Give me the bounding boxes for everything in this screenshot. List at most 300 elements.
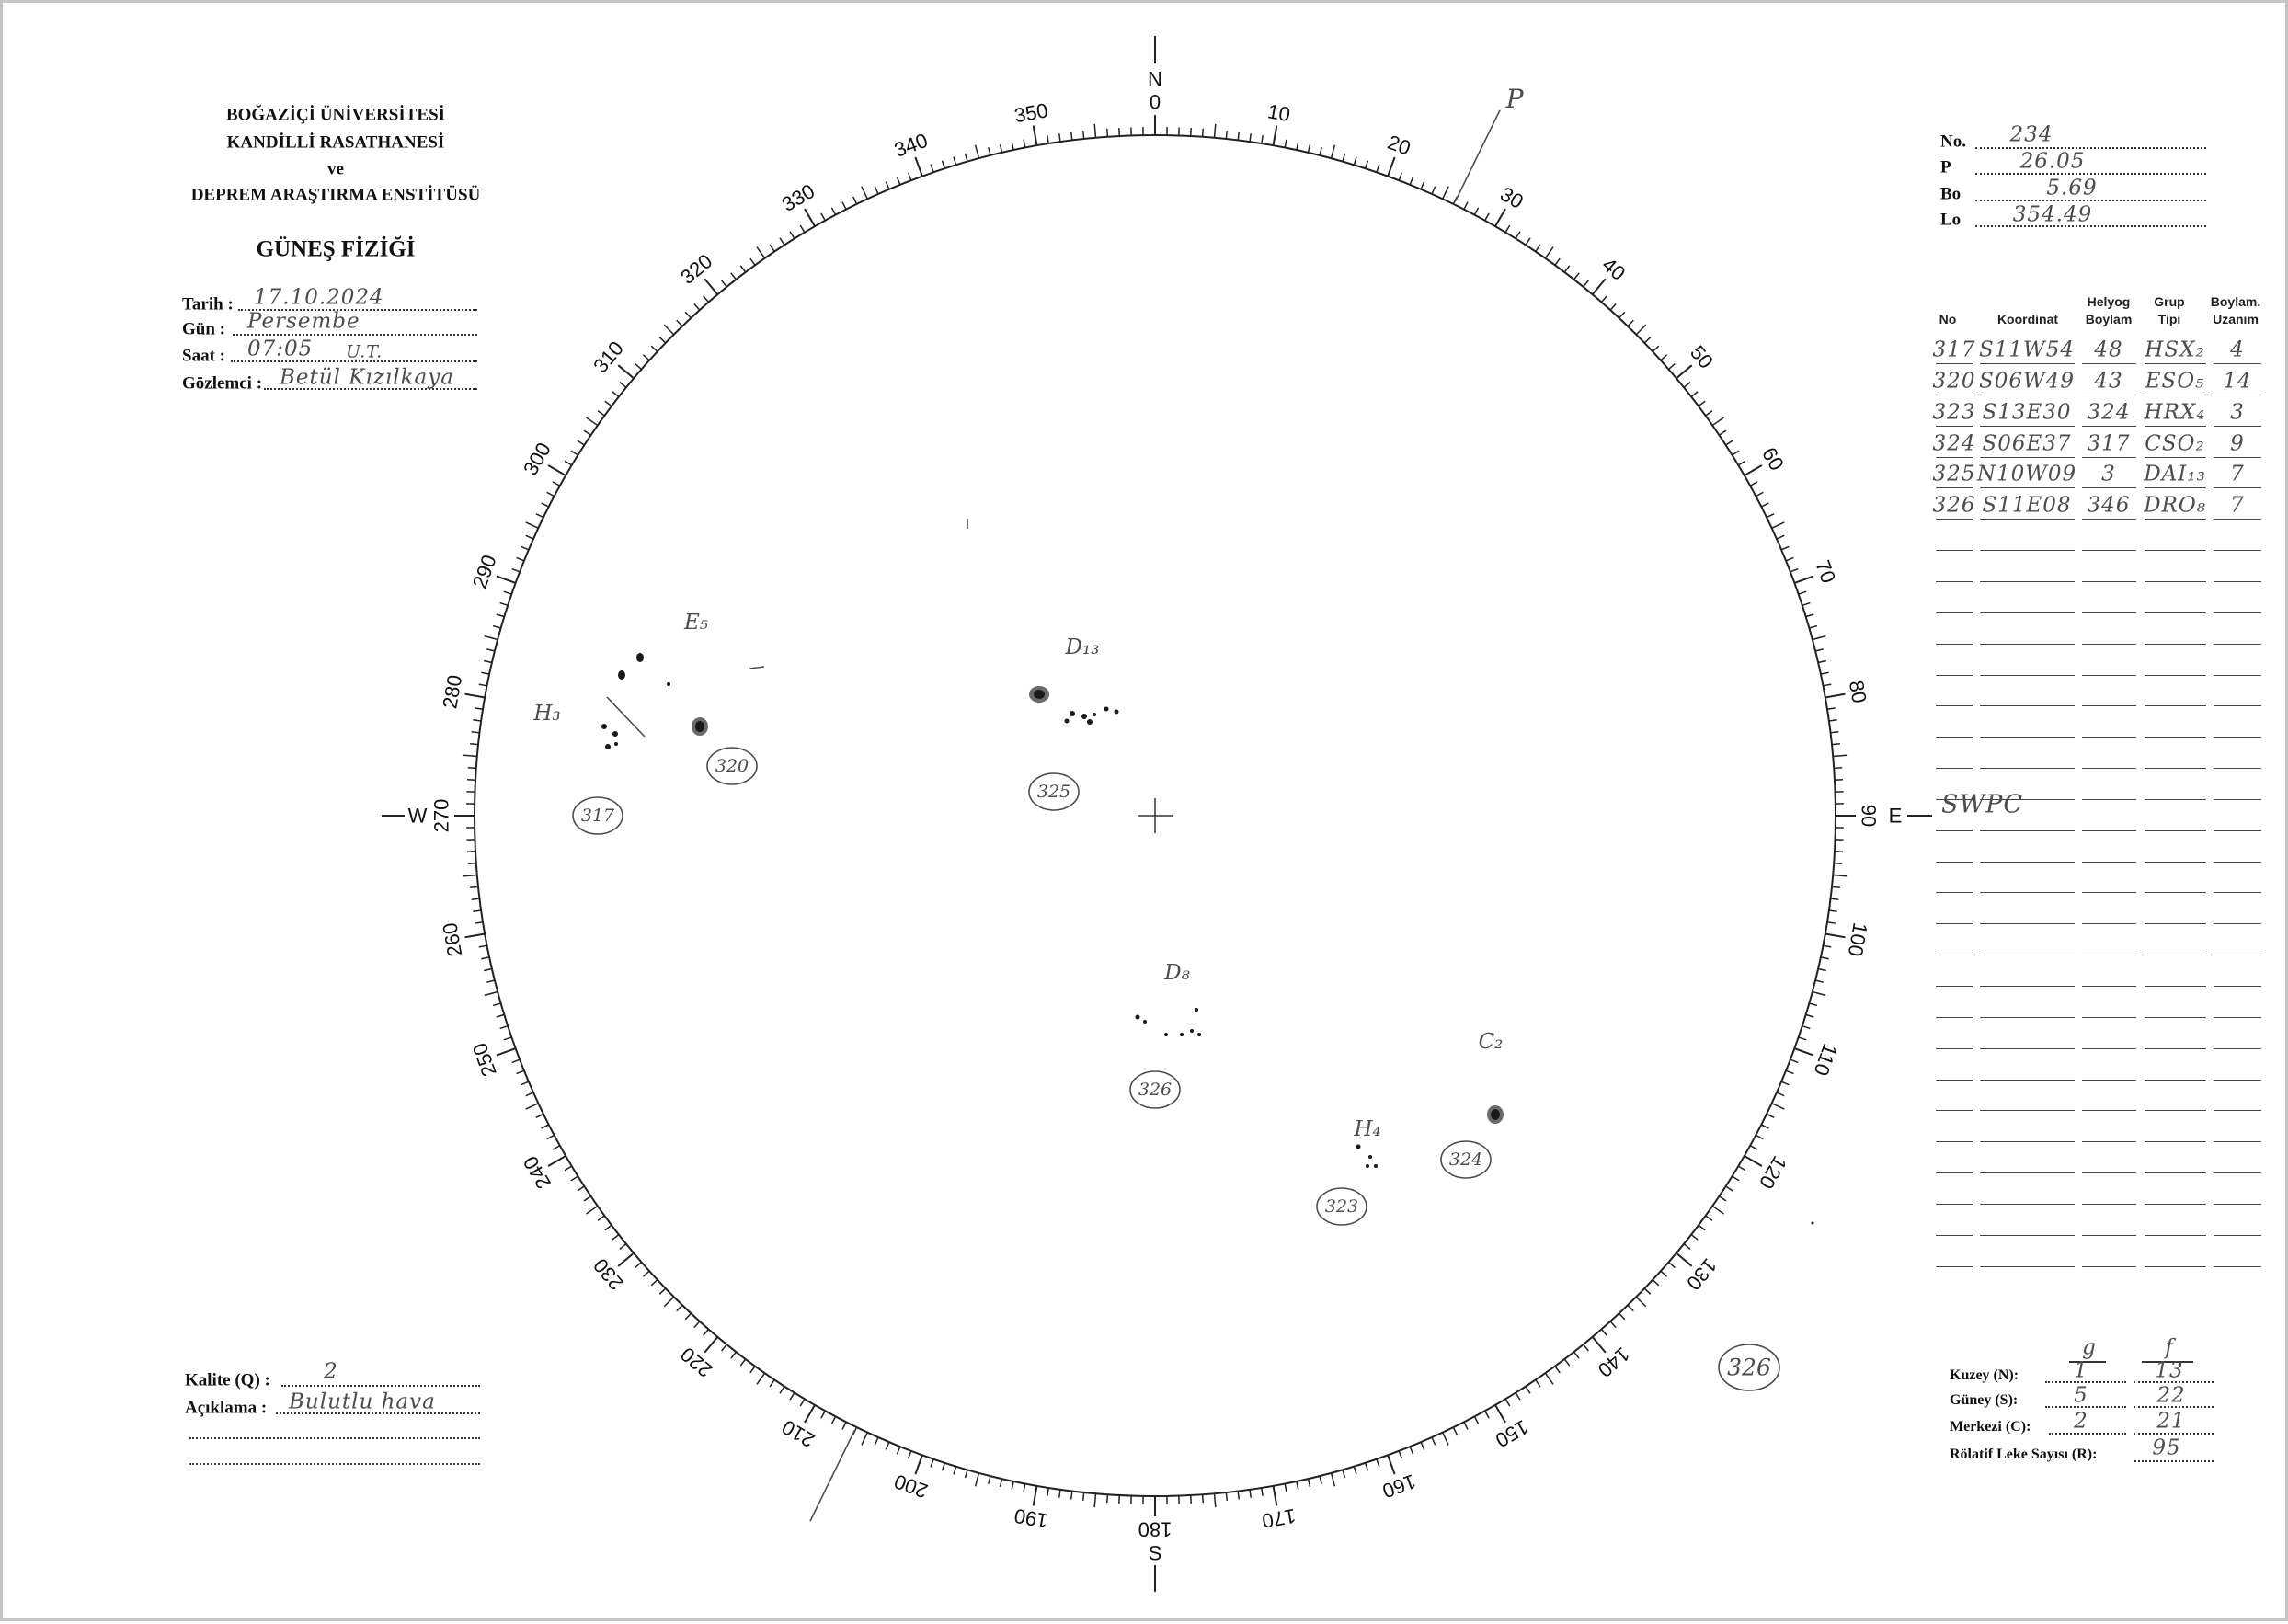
degree-tick (1834, 768, 1842, 769)
degree-tick (1790, 569, 1798, 572)
sunspot-group-324 (1487, 1105, 1504, 1124)
observer-label: Gözlemci : (182, 375, 262, 393)
degree-tick (1619, 312, 1625, 318)
degree-tick (1238, 132, 1239, 141)
degree-tick (659, 337, 665, 343)
degree-tick (465, 933, 486, 937)
degree-tick (790, 232, 795, 239)
degree-tick (1712, 417, 1723, 426)
degree-tick (1628, 1305, 1633, 1310)
degree-tick (1813, 992, 1825, 996)
table-cell-line (1980, 986, 2075, 987)
table-cell-line (2082, 986, 2136, 987)
table-cell-line (2214, 705, 2261, 706)
degree-tick (976, 145, 979, 158)
sunspot (1164, 1033, 1168, 1036)
table-cell-line (1936, 581, 1973, 582)
sunspot (1356, 1145, 1361, 1149)
table-cell-line (2214, 1048, 2261, 1049)
degree-tick (1786, 1070, 1793, 1073)
table-cell-coordinate: N10W09 (1977, 464, 2076, 486)
sunspot (636, 653, 644, 662)
degree-tick (1719, 1196, 1725, 1201)
swpc-note: SWPC (1941, 793, 2023, 818)
table-header-type-line2: Tipi (2158, 313, 2181, 326)
north-f-value: 13 (2155, 1361, 2183, 1382)
sunspot (1368, 1155, 1372, 1159)
table-cell-helio-longitude: 346 (2088, 496, 2131, 517)
degree-tick (643, 1271, 649, 1276)
west-label: W (408, 805, 428, 828)
table-cell-line (2145, 1048, 2206, 1049)
degree-tick (1684, 1244, 1690, 1250)
degree-tick (704, 279, 717, 294)
table-cell-helio-longitude: 324 (2088, 402, 2131, 423)
degree-tick (526, 1092, 533, 1096)
region-number-badge (707, 748, 757, 784)
degree-tick (1012, 1481, 1013, 1490)
degree-label-230: 230 (589, 1254, 628, 1295)
degree-tick (1474, 1416, 1478, 1424)
center-g-value: 2 (2074, 1412, 2088, 1433)
degree-tick (521, 1081, 529, 1085)
lo-label: Lo (1940, 212, 1961, 229)
degree-tick (1644, 337, 1650, 343)
table-cell-line (1980, 1017, 2075, 1018)
table-cell-type: ESO₅ (2145, 371, 2205, 392)
table-cell-line (1936, 768, 1973, 769)
degree-tick (1823, 684, 1831, 686)
degree-tick (989, 1476, 990, 1484)
table-cell-line (1980, 1110, 2075, 1111)
degree-label-290: 290 (468, 552, 501, 591)
degree-tick (704, 296, 709, 303)
degree-tick (1636, 325, 1646, 335)
table-cell-line (2145, 550, 2206, 551)
degree-tick (1012, 142, 1013, 150)
table-cell-line (2145, 426, 2206, 427)
degree-tick (565, 461, 572, 465)
table-cell-coordinate: S06W49 (1979, 371, 2075, 392)
time-zone-value: U.T. (346, 344, 383, 361)
degree-tick (966, 154, 967, 162)
degree-tick (1443, 1433, 1448, 1446)
degree-label-210: 210 (778, 1415, 818, 1452)
degree-label-0: 0 (1150, 91, 1161, 114)
degree-tick (1593, 279, 1606, 294)
degree-tick (1297, 142, 1298, 150)
degree-tick (1712, 1206, 1723, 1214)
table-cell-line (1936, 644, 1973, 645)
table-cell-line (2214, 612, 2261, 613)
degree-tick (757, 1373, 765, 1384)
table-cell-line (2082, 457, 2136, 458)
degree-label-240: 240 (519, 1152, 555, 1193)
degree-tick (1821, 672, 1829, 674)
degree-tick (526, 1104, 539, 1109)
table-cell-line (1936, 1048, 1973, 1049)
sunspot-group-325 (1029, 686, 1119, 725)
degree-tick (1526, 238, 1530, 246)
degree-tick (587, 1206, 598, 1214)
degree-tick (1226, 131, 1227, 139)
comment-value: Bulutlu hava (289, 1392, 436, 1413)
degree-label-10: 10 (1266, 99, 1292, 126)
degree-tick (1601, 1329, 1607, 1335)
table-cell-line (2214, 862, 2261, 863)
degree-tick (1377, 165, 1379, 173)
degree-tick (1320, 147, 1321, 155)
department-title: GÜNEŞ FİZİĞİ (257, 238, 416, 261)
degree-label-310: 310 (589, 337, 628, 377)
table-header-no: No (1939, 313, 1957, 326)
degree-tick (484, 968, 492, 970)
degree-tick (1485, 213, 1489, 221)
table-cell-line (2145, 1235, 2206, 1236)
degree-tick (954, 1467, 956, 1475)
table-cell-line (2145, 1172, 2206, 1173)
table-cell-line (2082, 487, 2136, 488)
table-cell-line (2082, 1266, 2136, 1267)
table-cell-line (2082, 1048, 2136, 1049)
degree-tick (685, 1313, 691, 1320)
counts-f-header: f (2165, 1338, 2174, 1359)
table-cell-line (2082, 675, 2136, 676)
degree-label-350: 350 (1012, 98, 1050, 127)
table-cell-line (1980, 1204, 2075, 1205)
sheet-number-dotted-line (1975, 147, 2206, 149)
table-cell-line (1936, 487, 1973, 488)
table-cell-line (1980, 519, 2075, 520)
degree-tick (1584, 1344, 1589, 1351)
degree-tick (472, 732, 480, 733)
degree-tick (1750, 1146, 1757, 1149)
degree-tick (605, 401, 612, 406)
table-cell-line (1936, 426, 1973, 427)
degree-tick (1733, 1176, 1740, 1181)
sunspot-group-323 (1356, 1145, 1379, 1169)
region-number: 326 (1138, 1080, 1172, 1100)
table-cell-line (2082, 1235, 2136, 1236)
table-cell-coordinate: S11W54 (1979, 340, 2075, 361)
degree-tick (862, 187, 867, 200)
degree-tick (1794, 1048, 1813, 1056)
degree-tick (1601, 296, 1607, 303)
degree-tick (731, 273, 737, 280)
degree-tick (473, 910, 481, 911)
table-cell-line (2145, 457, 2206, 458)
table-header-helio-line1: Helyog (2088, 295, 2131, 308)
degree-label-330: 330 (778, 179, 818, 216)
degree-tick (1526, 1387, 1530, 1394)
degree-tick (1823, 945, 1831, 947)
degree-label-20: 20 (1385, 131, 1414, 160)
degree-tick (486, 649, 495, 651)
degree-tick (470, 744, 478, 745)
degree-tick (1756, 492, 1763, 496)
degree-tick (517, 557, 524, 560)
degree-label-70: 70 (1811, 557, 1840, 587)
table-cell-line (2145, 581, 2206, 582)
degree-tick (909, 1451, 911, 1458)
degree-label-80: 80 (1845, 679, 1871, 704)
degree-tick (521, 546, 529, 550)
table-cell-extent: 7 (2230, 496, 2245, 517)
sunspot (1081, 714, 1087, 719)
degree-tick (1806, 1014, 1814, 1017)
table-cell-line (2082, 799, 2136, 800)
table-cell-line (1980, 923, 2075, 924)
table-cell-line (2145, 1017, 2206, 1018)
degree-tick (659, 1288, 665, 1294)
degree-tick (526, 535, 533, 539)
relative-number-value: 95 (2152, 1438, 2180, 1459)
table-cell-extent: 3 (2230, 402, 2245, 423)
degree-tick (1832, 744, 1840, 745)
region-number: 325 (1037, 782, 1070, 802)
degree-tick (1825, 933, 1846, 937)
degree-tick (1443, 187, 1448, 200)
degree-label-340: 340 (891, 129, 931, 162)
table-cell-line (2082, 705, 2136, 706)
degree-tick (651, 1280, 658, 1286)
table-cell-line (1980, 862, 2075, 863)
table-cell-line (1980, 644, 2075, 645)
degree-tick (821, 1411, 825, 1418)
table-cell-type: HRX₄ (2145, 402, 2206, 423)
degree-tick (1706, 411, 1712, 416)
degree-tick (1308, 144, 1310, 153)
p-axis-label: P (1505, 84, 1525, 114)
degree-tick (1545, 247, 1553, 258)
degree-tick (542, 1125, 549, 1128)
degree-tick (1421, 1442, 1424, 1449)
degree-tick (547, 1135, 555, 1138)
date-label: Tarih : (182, 296, 234, 314)
degree-tick (1354, 1467, 1356, 1475)
degree-tick (553, 482, 560, 486)
degree-tick (1832, 886, 1840, 887)
degree-tick (1399, 1451, 1401, 1458)
region-number-badge (573, 797, 623, 834)
table-cell-line (2082, 923, 2136, 924)
degree-tick (1059, 133, 1060, 142)
degree-tick (677, 320, 682, 326)
degree-tick (1745, 465, 1762, 475)
table-cell-line (1936, 550, 1973, 551)
degree-tick (1619, 1313, 1625, 1320)
comment-dotted-line-2 (189, 1437, 480, 1439)
day-value: Persembe (247, 312, 360, 333)
degree-tick (468, 768, 476, 769)
institution-name: BOĞAZİÇİ ÜNİVERSİTESİ (226, 107, 445, 124)
degree-tick (463, 755, 477, 756)
degree-tick (821, 213, 825, 221)
degree-tick (548, 465, 566, 475)
degree-tick (1034, 126, 1037, 146)
degree-tick (1343, 1470, 1344, 1478)
degree-tick (1388, 1455, 1395, 1474)
table-cell-line (1936, 363, 1973, 364)
table-cell-line (1936, 1235, 1973, 1236)
degree-tick (612, 1235, 619, 1241)
table-cell-line (2214, 799, 2261, 800)
degree-tick (805, 1405, 815, 1423)
table-cell-line (2214, 426, 2261, 427)
pencil-mark (1812, 1222, 1814, 1225)
table-cell-line (1980, 426, 2075, 427)
institution-observatory: KANDİLLİ RASATHANESİ (227, 134, 445, 152)
degree-tick (1834, 863, 1842, 864)
sunspot (1143, 1020, 1147, 1024)
table-cell-line (1936, 892, 1973, 893)
degree-tick (842, 1422, 846, 1429)
degree-tick (1781, 546, 1789, 550)
degree-label-40: 40 (1597, 253, 1630, 285)
degree-tick (526, 522, 539, 528)
degree-tick (1668, 1262, 1675, 1267)
degree-tick (1610, 303, 1616, 310)
degree-tick (1432, 1437, 1436, 1445)
degree-tick (1366, 1463, 1368, 1471)
degree-tick (1833, 755, 1847, 756)
degree-tick (1699, 1225, 1705, 1229)
degree-label-180: 180 (1138, 1518, 1173, 1541)
table-cell-line (1936, 862, 1973, 863)
sunspot-umbra (695, 721, 704, 732)
region-number-badge (1317, 1188, 1367, 1225)
table-cell-line (1936, 1141, 1973, 1142)
degree-tick (1644, 1288, 1650, 1294)
degree-tick (571, 451, 578, 455)
degree-tick (1574, 1352, 1580, 1358)
table-cell-line (2214, 1172, 2261, 1173)
degree-tick (1818, 968, 1826, 970)
degree-tick (1332, 145, 1335, 158)
table-cell-line (2145, 1110, 2206, 1111)
degree-tick (1214, 1493, 1215, 1507)
degree-tick (1399, 173, 1401, 180)
degree-tick (1464, 202, 1468, 210)
degree-tick (805, 209, 815, 226)
table-cell-helio-longitude: 48 (2094, 340, 2122, 361)
sunspot (1093, 713, 1096, 716)
table-cell-line (2145, 986, 2206, 987)
degree-tick (1094, 124, 1095, 138)
degree-tick (1203, 129, 1204, 137)
degree-tick (1388, 157, 1395, 177)
sunspot (1070, 711, 1075, 716)
degree-tick (1214, 124, 1215, 138)
degree-label-110: 110 (1809, 1041, 1841, 1080)
table-cell-line (2214, 768, 2261, 769)
table-cell-line (2082, 892, 2136, 893)
table-cell-line (1980, 1266, 2075, 1267)
degree-tick (1273, 1486, 1276, 1506)
degree-tick (1830, 898, 1838, 899)
table-cell-extent: 9 (2230, 433, 2245, 454)
degree-tick (1432, 187, 1436, 194)
sunspot (605, 744, 611, 749)
table-cell-line (2214, 550, 2261, 551)
degree-tick (612, 392, 619, 397)
degree-tick (635, 364, 642, 370)
degree-tick (542, 503, 549, 507)
table-cell-line (1980, 768, 2075, 769)
degree-tick (1733, 451, 1740, 455)
table-cell-line (2214, 487, 2261, 488)
institution-conjunction: ve (327, 161, 344, 178)
degree-tick (1668, 364, 1675, 370)
table-cell-coordinate: S06E37 (1982, 433, 2071, 454)
table-cell-line (2145, 519, 2206, 520)
degree-label-280: 280 (438, 673, 466, 711)
degree-tick (1536, 245, 1540, 251)
table-cell-line (2214, 363, 2261, 364)
degree-tick (931, 165, 933, 173)
degree-tick (1505, 1399, 1510, 1406)
table-cell-no: 324 (1933, 433, 1976, 454)
center-f-value: 21 (2156, 1412, 2185, 1433)
degree-tick (862, 1433, 867, 1446)
degree-tick (1802, 603, 1811, 606)
degree-tick (1410, 177, 1413, 185)
relative-number-dotted-line (2134, 1460, 2214, 1462)
table-cell-helio-longitude: 43 (2094, 371, 2122, 392)
quality-label: Kalite (Q) : (185, 1372, 270, 1390)
sunspot (601, 724, 607, 729)
degree-tick (1332, 1473, 1335, 1486)
degree-tick (1684, 383, 1690, 388)
degree-tick (470, 886, 478, 887)
table-cell-line (2082, 519, 2136, 520)
degree-tick (1516, 232, 1520, 239)
degree-tick (750, 1367, 755, 1373)
time-label: Saat : (182, 348, 225, 365)
degree-label-140: 140 (1594, 1343, 1634, 1382)
degree-tick (966, 1470, 967, 1478)
degree-tick (1767, 1114, 1774, 1117)
degree-tick (1745, 1156, 1762, 1166)
center-cross (1138, 798, 1173, 833)
table-cell-line (2214, 519, 2261, 520)
degree-label-100: 100 (1844, 921, 1872, 958)
table-cell-line (1980, 581, 2075, 582)
table-cell-line (2214, 830, 2261, 831)
degree-tick (694, 303, 700, 310)
degree-tick (1273, 126, 1276, 146)
table-cell-line (1936, 705, 1973, 706)
degree-tick (1464, 1422, 1468, 1429)
region-number-badge (1029, 773, 1079, 810)
degree-tick (1830, 732, 1838, 733)
sunspot (612, 731, 618, 737)
table-cell-line (1980, 487, 2075, 488)
degree-tick (1001, 1479, 1002, 1487)
degree-tick (1691, 1235, 1698, 1241)
table-cell-type: HSX₂ (2145, 340, 2204, 361)
degree-tick (780, 238, 784, 246)
table-cell-helio-longitude: 317 (2088, 433, 2131, 454)
degree-tick (1815, 649, 1824, 651)
table-cell-line (1936, 1266, 1973, 1267)
degree-label-160: 160 (1379, 1470, 1419, 1503)
degree-tick (740, 266, 745, 272)
degree-tick (831, 1416, 835, 1424)
degree-tick (1226, 1492, 1227, 1501)
table-cell-line (2145, 363, 2206, 364)
degree-tick (1555, 258, 1560, 265)
